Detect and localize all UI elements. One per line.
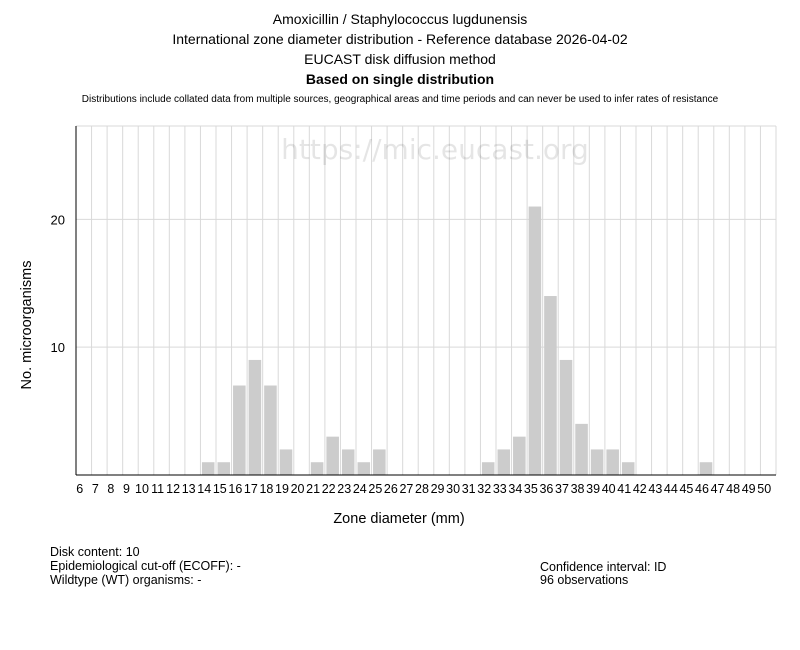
histogram-bar bbox=[264, 386, 277, 475]
histogram-bar bbox=[498, 449, 511, 475]
x-tick-label: 30 bbox=[446, 482, 461, 496]
x-tick-label: 25 bbox=[368, 482, 383, 496]
x-tick-label: 29 bbox=[430, 482, 445, 496]
histogram-bar bbox=[591, 449, 604, 475]
histogram-bar bbox=[513, 437, 526, 475]
x-tick-label: 7 bbox=[91, 482, 99, 496]
histogram-bar bbox=[202, 462, 215, 475]
x-tick-label: 27 bbox=[399, 482, 414, 496]
x-tick-label: 22 bbox=[321, 482, 336, 496]
x-tick-label: 33 bbox=[492, 482, 507, 496]
x-tick-label: 19 bbox=[275, 482, 289, 496]
x-tick-label: 37 bbox=[555, 482, 569, 496]
x-tick-label: 41 bbox=[617, 482, 632, 496]
chart-title: Amoxicillin / Staphylococcus lugdunensis bbox=[272, 11, 528, 27]
x-tick-label: 32 bbox=[477, 482, 492, 496]
histogram-bar bbox=[700, 462, 713, 475]
x-tick-label: 38 bbox=[570, 482, 585, 496]
distribution-basis-label: Based on single distribution bbox=[305, 71, 495, 87]
x-tick-label: 36 bbox=[539, 482, 554, 496]
disk-content-label: Disk content: 10 bbox=[50, 545, 140, 559]
histogram-bar bbox=[529, 207, 542, 475]
histogram-bar bbox=[249, 360, 262, 475]
histogram-bar bbox=[342, 449, 355, 475]
x-tick-label: 35 bbox=[523, 482, 538, 496]
x-tick-label: 49 bbox=[741, 482, 756, 496]
x-tick-label: 24 bbox=[352, 482, 367, 496]
histogram-bar bbox=[280, 449, 293, 475]
x-tick-label: 9 bbox=[122, 482, 130, 496]
x-tick-label: 21 bbox=[306, 482, 321, 496]
histogram-bar bbox=[482, 462, 495, 475]
x-tick-label: 8 bbox=[107, 482, 115, 496]
wildtype-label: Wildtype (WT) organisms: - bbox=[50, 573, 202, 587]
y-axis-label: No. microorganisms bbox=[19, 260, 35, 390]
x-tick-label: 23 bbox=[337, 482, 352, 496]
histogram-bar bbox=[606, 449, 619, 475]
x-tick-label: 12 bbox=[166, 482, 181, 496]
x-tick-label: 11 bbox=[151, 482, 165, 496]
histogram-bar bbox=[358, 462, 371, 475]
chart-subtitle: International zone diameter distribution - Reference database 2026-04-02 bbox=[172, 31, 628, 47]
histogram-bar bbox=[544, 296, 557, 475]
histogram-bar bbox=[326, 437, 339, 475]
ecoff-label: Epidemiological cut-off (ECOFF): - bbox=[50, 559, 241, 573]
x-tick-label: 45 bbox=[679, 482, 694, 496]
x-tick-label: 44 bbox=[663, 482, 678, 496]
x-tick-label: 14 bbox=[197, 482, 212, 496]
histogram-bar bbox=[622, 462, 635, 475]
x-tick-label: 46 bbox=[695, 482, 709, 496]
x-tick-label: 34 bbox=[508, 482, 523, 496]
x-tick-label: 40 bbox=[601, 482, 616, 496]
x-tick-label: 10 bbox=[135, 482, 149, 496]
y-tick-label: 10 bbox=[50, 340, 65, 356]
disclaimer-text: Distributions include collated data from multiple sources, geographical areas and time periods and can never be used to infer rates of resistance bbox=[81, 94, 719, 105]
x-tick-label: 43 bbox=[648, 482, 663, 496]
histogram-bar bbox=[233, 386, 246, 475]
x-tick-label: 15 bbox=[212, 482, 227, 496]
x-tick-label: 42 bbox=[632, 482, 647, 496]
histogram-bar bbox=[575, 424, 588, 475]
x-tick-label: 6 bbox=[76, 482, 84, 496]
observations-count: 96 observations bbox=[540, 573, 629, 587]
histogram-bar bbox=[373, 449, 386, 475]
x-tick-label: 48 bbox=[726, 482, 741, 496]
confidence-interval-label: Confidence interval: ID bbox=[540, 560, 667, 574]
histogram-bar bbox=[311, 462, 324, 475]
x-tick-label: 28 bbox=[415, 482, 429, 496]
x-tick-label: 17 bbox=[243, 482, 258, 496]
x-tick-label: 39 bbox=[586, 482, 601, 496]
method-label: EUCAST disk diffusion method bbox=[304, 51, 496, 67]
x-tick-label: 50 bbox=[757, 482, 772, 496]
y-tick-label: 20 bbox=[50, 212, 65, 228]
x-tick-label: 13 bbox=[181, 482, 196, 496]
x-tick-label: 26 bbox=[383, 482, 398, 496]
x-tick-label: 18 bbox=[259, 482, 274, 496]
x-axis-label: Zone diameter (mm) bbox=[333, 511, 465, 527]
x-tick-label: 31 bbox=[461, 482, 476, 496]
histogram-bar bbox=[218, 462, 231, 475]
watermark-text: https://mic.eucast.org bbox=[281, 133, 589, 166]
x-tick-label: 47 bbox=[710, 482, 725, 496]
histogram-bar bbox=[560, 360, 573, 475]
x-tick-label: 20 bbox=[290, 482, 305, 496]
x-tick-label: 16 bbox=[228, 482, 243, 496]
